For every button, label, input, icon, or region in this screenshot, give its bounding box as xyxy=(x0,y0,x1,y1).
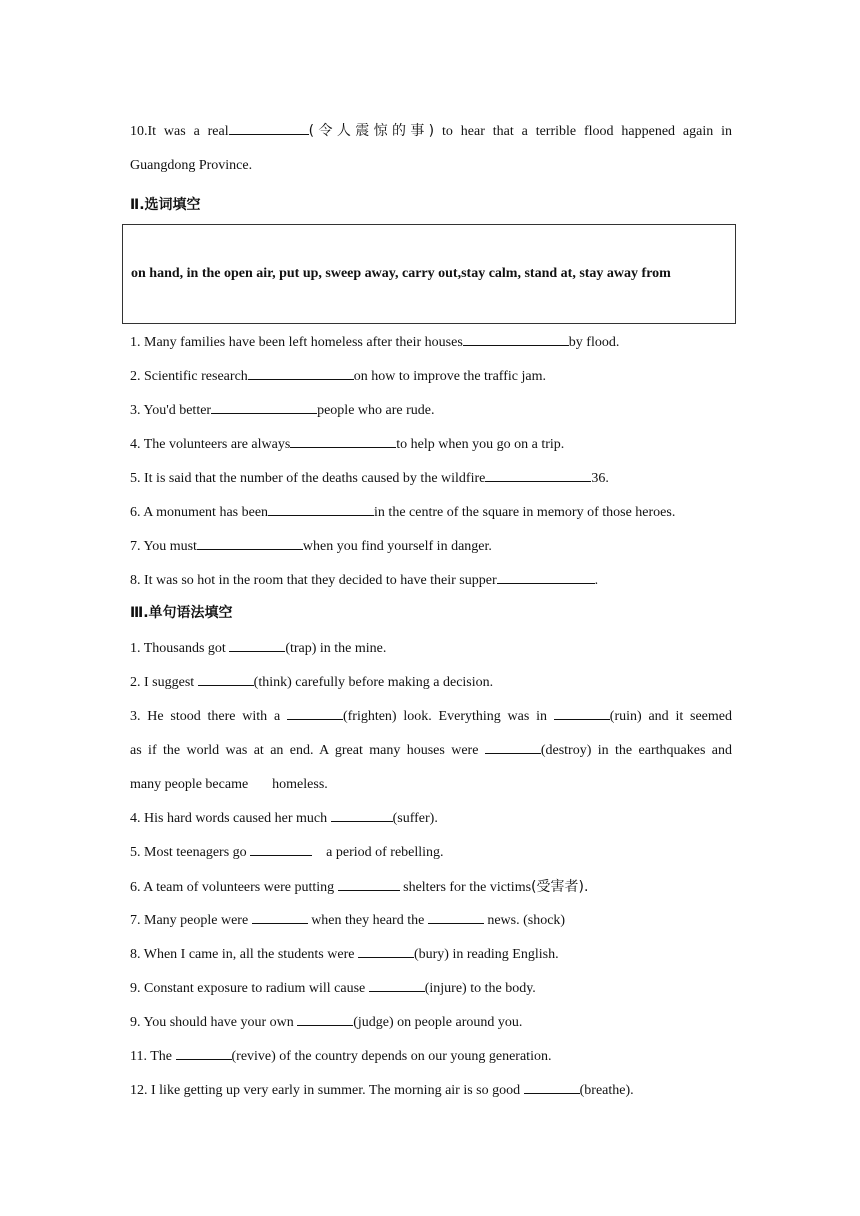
section-3-item: 11. The (revive) of the country depends on our young generation. xyxy=(130,1040,732,1074)
section-3-heading: Ⅲ.单句语法填空 xyxy=(130,605,233,621)
answer-blank[interactable] xyxy=(297,1011,353,1026)
word-bank-text: on hand, in the open air, put up, sweep away, carry out,stay calm, stand at, stay away from xyxy=(131,266,671,281)
section-3-item: 6. A team of volunteers were putting shelters for the victims(受害者). xyxy=(130,870,732,904)
answer-blank[interactable] xyxy=(176,1045,232,1060)
section-3-item: 9. Constant exposure to radium will cause (injure) to the body. xyxy=(130,972,732,1006)
answer-blank[interactable] xyxy=(229,637,285,652)
answer-blank[interactable] xyxy=(197,535,303,550)
answer-blank[interactable] xyxy=(331,807,393,822)
section-2-item: 2. Scientific research on how to improve the traffic jam. xyxy=(130,360,732,394)
section-3-item: 2. I suggest (think) carefully before making a decision. xyxy=(130,666,732,700)
answer-blank[interactable] xyxy=(485,467,591,482)
answer-blank[interactable] xyxy=(338,876,400,891)
section-3-item: 4. His hard words caused her much (suffer). xyxy=(130,802,732,836)
section-2-item: 8. It was so hot in the room that they decided to have their supper . xyxy=(130,564,732,598)
section-3-item: 12. I like getting up very early in summer. The morning air is so good (breathe). xyxy=(130,1074,732,1108)
answer-blank[interactable] xyxy=(287,705,343,720)
question-10-continued: Guangdong Province. xyxy=(130,158,253,173)
section-3-item: 5. Most teenagers go a period of rebelling. xyxy=(130,836,732,870)
answer-blank[interactable] xyxy=(252,909,308,924)
section-3-item: 8. When I came in, all the students were (bury) in reading English. xyxy=(130,938,732,972)
section-2-item: 4. The volunteers are always to help when you go on a trip. xyxy=(130,428,732,462)
answer-blank[interactable] xyxy=(248,365,354,380)
worksheet-content xyxy=(130,112,732,1108)
section-3-item-3-line-1: 3. He stood there with a (frighten) look. Everything was in (ruin) and it seemed xyxy=(130,700,732,734)
section-2-heading: Ⅱ.选词填空 xyxy=(130,197,201,213)
section-2-item: 7. You must when you find yourself in danger. xyxy=(130,530,732,564)
answer-blank[interactable] xyxy=(524,1079,580,1094)
section-3-item: 9. You should have your own (judge) on people around you. xyxy=(130,1006,732,1040)
section-2-item: 1. Many families have been left homeless after their houses by flood. xyxy=(130,326,732,360)
section-2-item: 5. It is said that the number of the deaths caused by the wildfire 36. xyxy=(130,462,732,496)
answer-blank[interactable] xyxy=(497,569,595,584)
word-bank-box xyxy=(122,224,736,324)
answer-blank[interactable] xyxy=(268,501,374,516)
answer-blank[interactable] xyxy=(250,841,312,856)
answer-blank[interactable] xyxy=(463,331,569,346)
answer-blank[interactable] xyxy=(369,977,425,992)
answer-blank[interactable] xyxy=(358,943,414,958)
section-2-item: 3. You'd better people who are rude. xyxy=(130,394,732,428)
answer-blank[interactable] xyxy=(290,433,396,448)
section-3-item-3-line-2: as if the world was at an end. A great many houses were (destroy) in the earthquakes and xyxy=(130,734,732,768)
answer-blank[interactable] xyxy=(229,120,309,135)
answer-blank[interactable] xyxy=(554,705,610,720)
answer-blank[interactable] xyxy=(211,399,317,414)
section-3-item: 7. Many people were when they heard the news. (shock) xyxy=(130,904,732,938)
section-3-item: 1. Thousands got (trap) in the mine. xyxy=(130,632,732,666)
section-2-item: 6. A monument has been in the centre of the square in memory of those heroes. xyxy=(130,496,732,530)
answer-blank[interactable] xyxy=(485,739,541,754)
section-3-item-3-line-3: many people became homeless. xyxy=(130,777,328,792)
answer-blank[interactable] xyxy=(198,671,254,686)
answer-blank[interactable] xyxy=(428,909,484,924)
question-10: 10.It was a real (令人震惊的事) to hear that a terrible flood happened again in xyxy=(130,112,732,150)
